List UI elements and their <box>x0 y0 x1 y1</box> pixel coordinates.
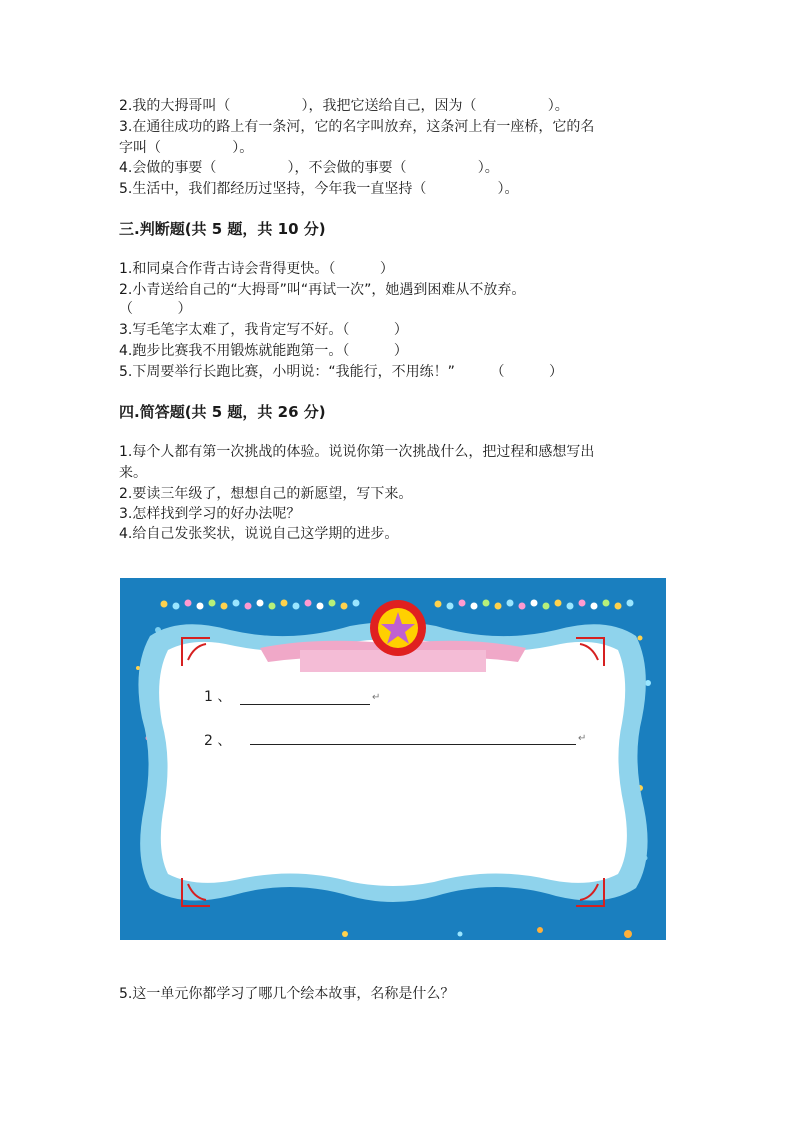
short-answer-question-2: 2.要读三年级了，想想自己的新愿望，写下来。 <box>119 486 413 502</box>
fill-question-5: 5.生活中，我们都经历过坚持，今年我一直坚持（ ）。 <box>119 181 519 197</box>
judgement-question-4: 4.跑步比赛我不用锻炼就能跑第一。（ ） <box>119 343 408 359</box>
judgement-question-5: 5.下周要举行长跑比赛，小明说：“我能行，不用练！” （ ） <box>119 364 563 380</box>
fill-question-4: 4.会做的事要（ ），不会做的事要（ ）。 <box>119 160 499 176</box>
judgement-question-2-line1: 2.小青送给自己的“大拇哥”叫“再试一次”，她遇到困难从不放弃。 <box>119 282 526 298</box>
fill-question-3-line2: 字叫（ ）。 <box>119 140 254 156</box>
certificate-line-1 <box>240 704 370 705</box>
certificate-image <box>120 578 666 940</box>
short-answer-question-3: 3.怎样找到学习的好办法呢？ <box>119 506 301 522</box>
short-answer-section-heading: 四.简答题(共 5 题，共 26 分) <box>119 403 326 421</box>
judgement-question-2-line2: （ ） <box>119 301 192 317</box>
certificate-line-2 <box>250 744 576 745</box>
certificate-line-2-label: 2 、 <box>204 733 232 749</box>
short-answer-question-5: 5.这一单元你都学习了哪几个绘本故事，名称是什么？ <box>119 986 455 1002</box>
judgement-question-3: 3.写毛笔字太难了，我肯定写不好。（ ） <box>119 322 408 338</box>
short-answer-question-4: 4.给自己发张奖状，说说自己这学期的进步。 <box>119 526 399 542</box>
certificate-line-1-label: 1 、 <box>204 689 232 705</box>
white-panel <box>159 639 627 886</box>
certificate-graphic <box>120 578 666 940</box>
short-answer-question-1-line1: 1.每个人都有第一次挑战的体验。说说你第一次挑战什么，把过程和感想写出 <box>119 444 595 460</box>
fill-question-3-line1: 3.在通往成功的路上有一条河，它的名字叫放弃，这条河上有一座桥，它的名 <box>119 119 595 135</box>
return-mark-2: ↵ <box>578 733 587 744</box>
judgement-question-1: 1.和同桌合作背古诗会背得更快。（ ） <box>119 261 394 277</box>
fill-question-2: 2.我的大拇哥叫（ ），我把它送给自己，因为（ ）。 <box>119 98 569 114</box>
short-answer-question-1-line2: 来。 <box>119 465 147 481</box>
judgement-section-heading: 三.判断题(共 5 题，共 10 分) <box>119 220 326 238</box>
return-mark-1: ↵ <box>372 692 381 703</box>
